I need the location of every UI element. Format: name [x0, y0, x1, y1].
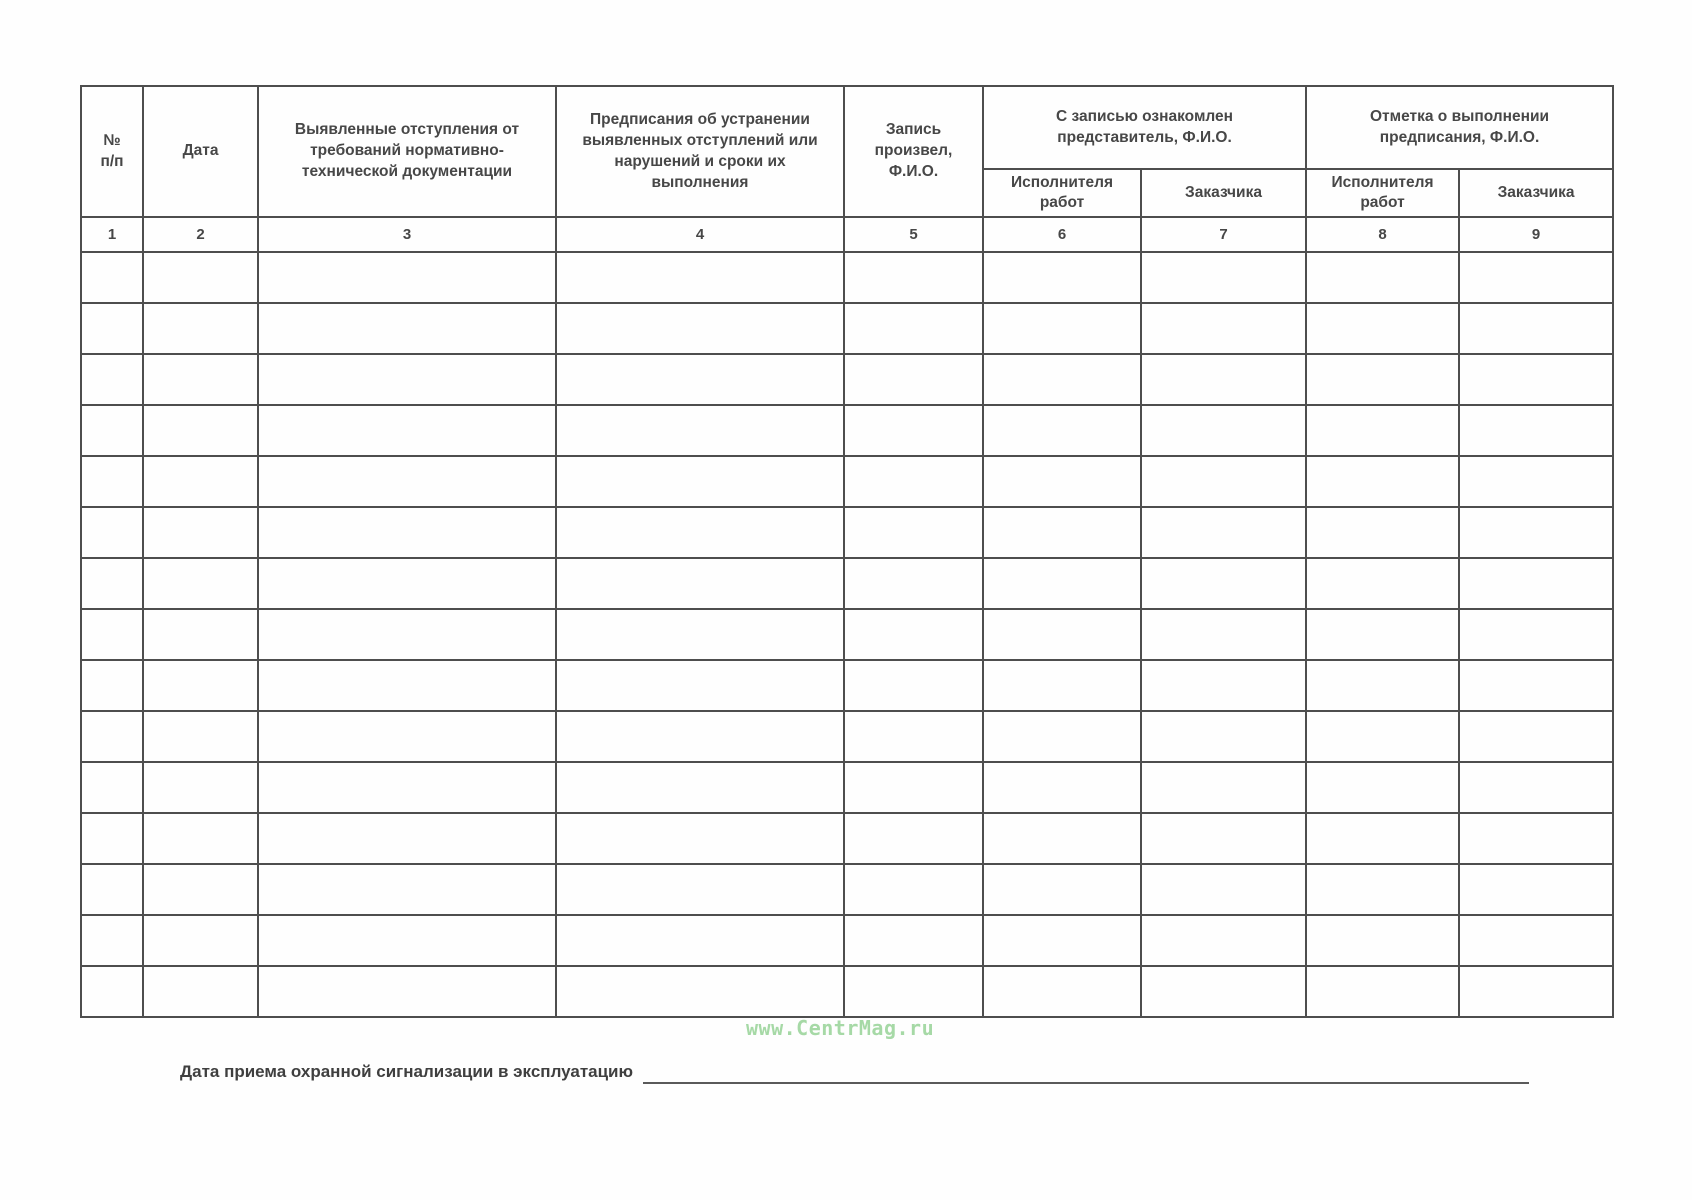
empty-cell	[1141, 303, 1306, 354]
empty-cell	[258, 966, 556, 1017]
empty-cell	[844, 966, 983, 1017]
column-number-cell: 6	[983, 217, 1141, 252]
empty-cell	[1306, 507, 1459, 558]
empty-cell	[81, 813, 143, 864]
empty-cell	[258, 354, 556, 405]
column-number-cell: 3	[258, 217, 556, 252]
empty-cell	[81, 864, 143, 915]
header-row-number-line2: п/п	[100, 152, 124, 170]
empty-cell	[143, 609, 258, 660]
empty-cell	[258, 813, 556, 864]
empty-cell	[983, 558, 1141, 609]
empty-cell	[81, 711, 143, 762]
header-sub-executor-2: Исполнителя работ	[1306, 169, 1459, 217]
table-row	[81, 711, 1613, 762]
empty-cell	[81, 252, 143, 303]
header-orders: Предписания об устранении выявленных отступлений или нарушений и сроки их выполнения	[556, 86, 844, 217]
column-number-cell: 1	[81, 217, 143, 252]
empty-cell	[556, 813, 844, 864]
empty-cell	[81, 507, 143, 558]
table-row	[81, 252, 1613, 303]
header-row-number-line1: №	[103, 131, 121, 149]
empty-cell	[556, 558, 844, 609]
empty-cell	[143, 711, 258, 762]
header-row-number	[81, 86, 143, 217]
empty-cell	[556, 711, 844, 762]
empty-cell	[1306, 966, 1459, 1017]
empty-cell	[81, 609, 143, 660]
empty-cell	[1459, 966, 1613, 1017]
empty-cell	[1459, 507, 1613, 558]
empty-cell	[556, 405, 844, 456]
footer-blank-line	[643, 1058, 1529, 1084]
column-number-cell: 2	[143, 217, 258, 252]
empty-cell	[556, 762, 844, 813]
empty-cell	[983, 303, 1141, 354]
empty-cell	[1459, 660, 1613, 711]
empty-cell	[556, 456, 844, 507]
empty-cell	[1459, 711, 1613, 762]
empty-cell	[1459, 915, 1613, 966]
empty-cell	[1141, 711, 1306, 762]
empty-cell	[1141, 609, 1306, 660]
empty-cell	[258, 405, 556, 456]
empty-cell	[983, 405, 1141, 456]
empty-cell	[143, 864, 258, 915]
empty-cell	[1459, 303, 1613, 354]
empty-cell	[983, 252, 1141, 303]
empty-cell	[844, 915, 983, 966]
empty-cell	[258, 864, 556, 915]
empty-cell	[1141, 252, 1306, 303]
empty-cell	[1141, 813, 1306, 864]
empty-cell	[1306, 711, 1459, 762]
empty-cell	[983, 609, 1141, 660]
empty-cell	[556, 660, 844, 711]
header-date: Дата	[143, 86, 258, 217]
header-deviations: Выявленные отступления от требований нормативно-технической документации	[258, 86, 556, 217]
empty-cell	[1459, 762, 1613, 813]
empty-cell	[983, 456, 1141, 507]
empty-cell	[844, 507, 983, 558]
table-body	[81, 252, 1613, 1017]
empty-cell	[1306, 354, 1459, 405]
empty-cell	[81, 456, 143, 507]
empty-cell	[1459, 456, 1613, 507]
empty-cell	[556, 252, 844, 303]
empty-cell	[1141, 456, 1306, 507]
empty-cell	[1306, 660, 1459, 711]
empty-cell	[81, 558, 143, 609]
empty-cell	[983, 660, 1141, 711]
empty-cell	[844, 660, 983, 711]
empty-cell	[1141, 864, 1306, 915]
table-row	[81, 864, 1613, 915]
empty-cell	[143, 558, 258, 609]
table-row	[81, 303, 1613, 354]
empty-cell	[844, 558, 983, 609]
empty-cell	[1141, 660, 1306, 711]
empty-cell	[844, 303, 983, 354]
empty-cell	[143, 813, 258, 864]
header-sub-customer-2: Заказчика	[1459, 169, 1613, 217]
empty-cell	[258, 915, 556, 966]
empty-cell	[1141, 354, 1306, 405]
empty-cell	[143, 660, 258, 711]
empty-cell	[143, 354, 258, 405]
empty-cell	[81, 303, 143, 354]
table-row	[81, 660, 1613, 711]
table-row	[81, 762, 1613, 813]
empty-cell	[844, 609, 983, 660]
table-header	[81, 86, 1613, 252]
empty-cell	[844, 864, 983, 915]
empty-cell	[1306, 558, 1459, 609]
empty-cell	[844, 252, 983, 303]
empty-cell	[1306, 303, 1459, 354]
empty-cell	[81, 405, 143, 456]
empty-cell	[556, 966, 844, 1017]
empty-cell	[143, 915, 258, 966]
empty-cell	[556, 864, 844, 915]
table-row	[81, 354, 1613, 405]
table-row	[81, 558, 1613, 609]
empty-cell	[143, 762, 258, 813]
empty-cell	[1459, 558, 1613, 609]
empty-cell	[1141, 558, 1306, 609]
empty-cell	[1306, 252, 1459, 303]
empty-cell	[143, 405, 258, 456]
empty-cell	[81, 966, 143, 1017]
empty-cell	[258, 711, 556, 762]
empty-cell	[556, 354, 844, 405]
column-number-cell: 5	[844, 217, 983, 252]
table-row	[81, 966, 1613, 1017]
empty-cell	[258, 660, 556, 711]
empty-cell	[1306, 915, 1459, 966]
table-row	[81, 456, 1613, 507]
empty-cell	[1306, 405, 1459, 456]
empty-cell	[1141, 405, 1306, 456]
empty-cell	[983, 813, 1141, 864]
empty-cell	[1306, 456, 1459, 507]
empty-cell	[258, 507, 556, 558]
empty-cell	[81, 354, 143, 405]
header-group-completion: Отметка о выполнении предписания, Ф.И.О.	[1306, 86, 1613, 169]
empty-cell	[844, 456, 983, 507]
header-sub-executor-1: Исполнителя работ	[983, 169, 1141, 217]
table-row	[81, 507, 1613, 558]
empty-cell	[844, 405, 983, 456]
table-row	[81, 609, 1613, 660]
column-number-cell: 4	[556, 217, 844, 252]
empty-cell	[1459, 813, 1613, 864]
empty-cell	[1459, 252, 1613, 303]
header-group-acquainted: С записью ознакомлен представитель, Ф.И.О.	[983, 86, 1306, 169]
empty-cell	[844, 762, 983, 813]
empty-cell	[983, 354, 1141, 405]
column-numbers-row	[81, 217, 1613, 252]
empty-cell	[556, 303, 844, 354]
empty-cell	[983, 762, 1141, 813]
empty-cell	[143, 966, 258, 1017]
empty-cell	[1141, 915, 1306, 966]
table-row	[81, 813, 1613, 864]
journal-table	[80, 85, 1614, 1018]
header-recorded-by: Запись произвел, Ф.И.О.	[844, 86, 983, 217]
header-sub-customer-1: Заказчика	[1141, 169, 1306, 217]
table-row	[81, 915, 1613, 966]
empty-cell	[1141, 762, 1306, 813]
column-number-cell: 7	[1141, 217, 1306, 252]
empty-cell	[1306, 762, 1459, 813]
empty-cell	[1141, 507, 1306, 558]
column-number-cell: 9	[1459, 217, 1613, 252]
empty-cell	[81, 762, 143, 813]
empty-cell	[983, 915, 1141, 966]
empty-cell	[1141, 966, 1306, 1017]
empty-cell	[983, 507, 1141, 558]
empty-cell	[556, 915, 844, 966]
empty-cell	[143, 456, 258, 507]
empty-cell	[983, 711, 1141, 762]
empty-cell	[143, 507, 258, 558]
empty-cell	[1459, 354, 1613, 405]
empty-cell	[1459, 405, 1613, 456]
watermark: www.CentrMag.ru	[746, 1016, 935, 1040]
empty-cell	[1306, 864, 1459, 915]
header-group-row	[81, 86, 1613, 169]
empty-cell	[983, 864, 1141, 915]
empty-cell	[81, 660, 143, 711]
empty-cell	[844, 711, 983, 762]
empty-cell	[258, 609, 556, 660]
empty-cell	[1306, 813, 1459, 864]
empty-cell	[258, 252, 556, 303]
footer-label: Дата приема охранной сигнализации в эксплуатацию	[180, 1062, 634, 1082]
table-row	[81, 405, 1613, 456]
empty-cell	[258, 456, 556, 507]
empty-cell	[844, 354, 983, 405]
empty-cell	[258, 558, 556, 609]
empty-cell	[1459, 864, 1613, 915]
empty-cell	[1459, 609, 1613, 660]
empty-cell	[143, 303, 258, 354]
column-number-cell: 8	[1306, 217, 1459, 252]
empty-cell	[81, 915, 143, 966]
empty-cell	[258, 762, 556, 813]
empty-cell	[556, 507, 844, 558]
empty-cell	[556, 609, 844, 660]
empty-cell	[983, 966, 1141, 1017]
empty-cell	[1306, 609, 1459, 660]
footer	[180, 1058, 1529, 1084]
empty-cell	[258, 303, 556, 354]
empty-cell	[143, 252, 258, 303]
empty-cell	[844, 813, 983, 864]
